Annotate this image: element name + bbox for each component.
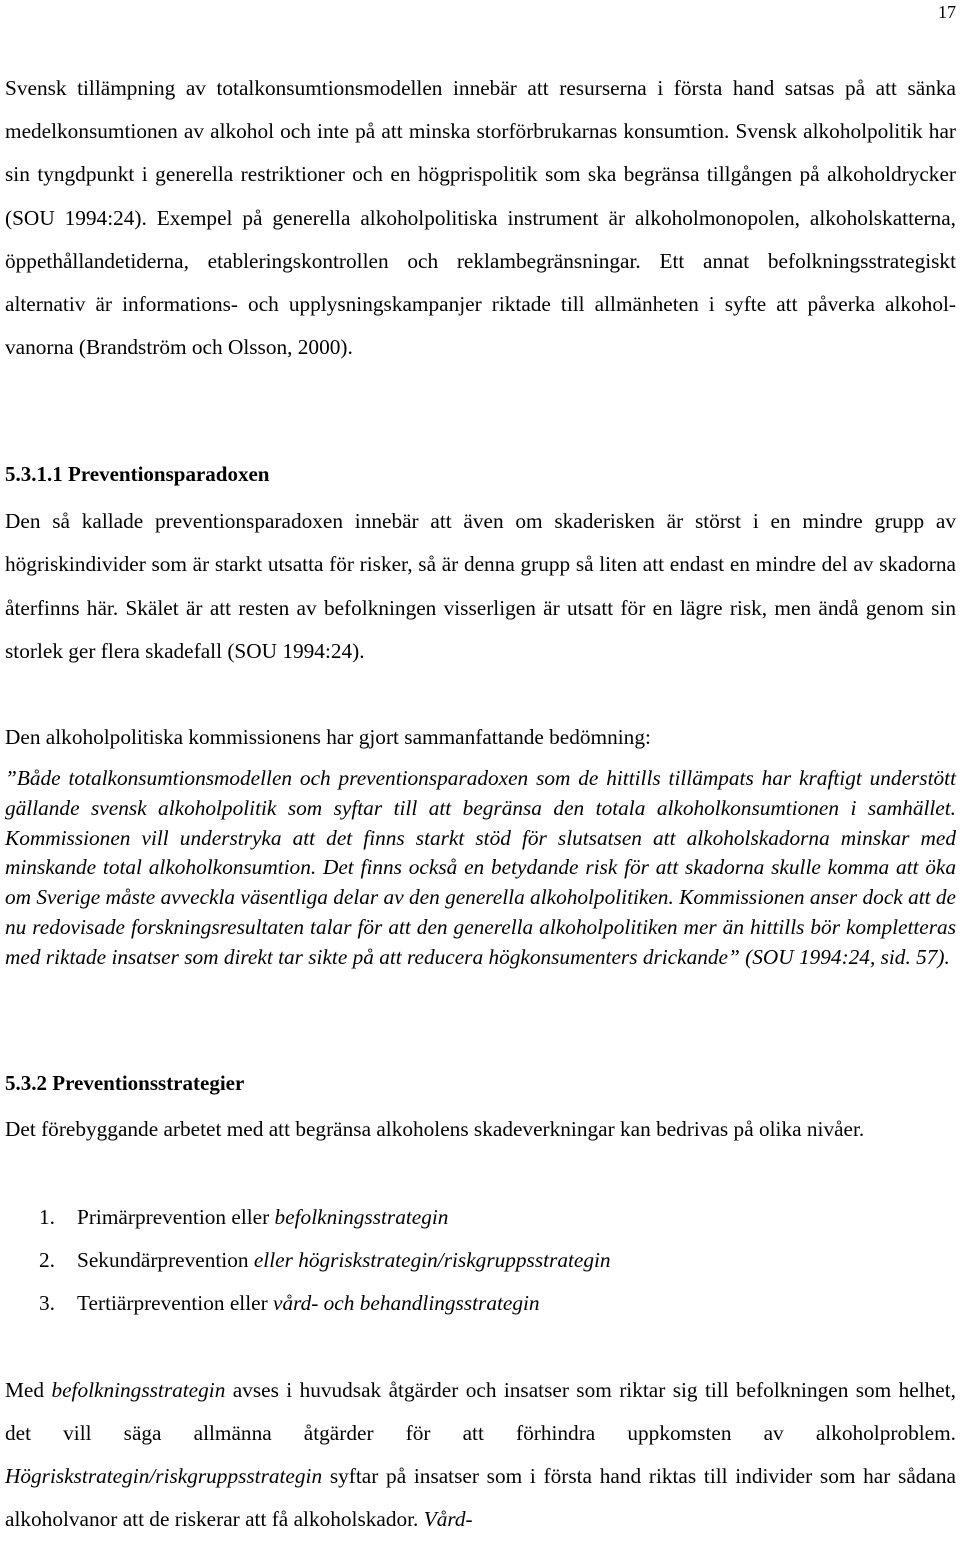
text-run-italic: Högriskstrategin/riskgruppsstrategin (5, 1464, 323, 1488)
list-item (39, 1196, 611, 1239)
list-item-italic: vård- och behandlingsstrategin (273, 1291, 540, 1315)
paragraph-prevention-levels: Det förebyggande arbetet med att begränsa alkoholens skadeverkningar kan bedrivas på olika nivåer. (5, 1117, 865, 1141)
text-run: Med (5, 1378, 52, 1402)
list-item-text: Primärprevention eller (77, 1205, 275, 1229)
section-heading-preventionsparadoxen: 5.3.1.1 Preventionsparadoxen (5, 462, 270, 486)
list-item (39, 1239, 611, 1282)
list-item (39, 1282, 611, 1325)
page-number: 17 (938, 2, 956, 22)
list-item-italic: befolkningsstrategin (274, 1205, 449, 1229)
text-run: syftar på insatser som i första hand riktas till individer som har sådana alkoholvanor att de riskerar att få alkoholskador. (5, 1464, 956, 1531)
prevention-levels-list (39, 1196, 611, 1325)
paragraph-prevention-paradox: Den så kallade preventionsparadoxen innebär att även om skaderisken är störst i en mindre grupp av högriskindivider som är starkt utsatta för risker, så är denna grupp så liten att endast en mindre del av skadorna återfinns här. Skälet är att resten av befolkningen visserligen är utsatt för en lägre risk, men ändå genom sin storlek ger flera skadefall (SOU 1994:24). (5, 509, 956, 663)
list-item-text: Sekundärprevention (77, 1248, 254, 1272)
text-run: avses i huvudsak åtgärder och insatser som riktar sig till befolkningen som helhet, det vill säga allmänna åtgärder för att förhindra uppkomsten av alkoholproblem. (5, 1378, 956, 1445)
list-item-number: 1. (39, 1205, 55, 1229)
list-item-number: 2. (39, 1248, 55, 1272)
list-item-text: Tertiärprevention eller (77, 1291, 273, 1315)
text-run-italic: Vård- (423, 1507, 473, 1531)
section-heading-preventionsstrategier: 5.3.2 Preventionsstrategier (5, 1071, 245, 1095)
paragraph-total-consumption: Svensk tillämpning av totalkonsumtionsmodellen innebär att resurserna i första hand satsas på att sänka medelkonsumtionen av alkohol och inte på att minska storförbrukarnas konsumtion. Svensk alkoholpolitik har sin tyngdpunkt i generella restriktioner och en högprispolitik som ska begränsa tillgången på alkoholdrycker (SOU 1994:24). Exempel på generella alkoholpolitiska instrument är alkoholmonopolen, alkoholskatterna, öppethållandetiderna, etableringskontrollen och reklambegränsningar. Ett annat befolkningsstrategiskt alternativ är informations- och upplysningskampanjer riktade till allmänheten i syfte att påverka alkohol-vanorna (Brandström och Olsson, 2000). (5, 76, 956, 360)
paragraph-strategy-definitions (5, 1369, 956, 1541)
paragraph-commission-intro: Den alkoholpolitiska kommissionens har gjort sammanfattande bedömning: (5, 725, 651, 749)
text-run-italic: befolkningsstrategin (51, 1378, 226, 1402)
list-item-number: 3. (39, 1291, 55, 1315)
list-item-italic: eller högriskstrategin/riskgruppsstrategin (253, 1248, 611, 1272)
commission-quote: ”Både totalkonsumtionsmodellen och preventionsparadoxen som de hittills tillämpats har kraftigt understött gällande svensk alkoholpolitik som syftar till att begränsa den totala alkoholkonsumtionen i samhället. Kommissionen vill understryka att det finns starkt stöd för slutsatsen att alkoholskadorna minskar med minskande total alkoholkonsumtion. Det finns också en betydande risk för att skadorna skulle komma att öka om Sverige måste avveckla väsentliga delar av den generella alkoholpolitiken. Kommissionen anser dock att de nu redovisade forskningsresultaten talar för att den generella alkoholpolitiken mer än hittills bör kompletteras med riktade insatser som direkt tar sikte på att reducera högkonsumenters drickande” (SOU 1994:24, sid. 57). (5, 766, 956, 969)
